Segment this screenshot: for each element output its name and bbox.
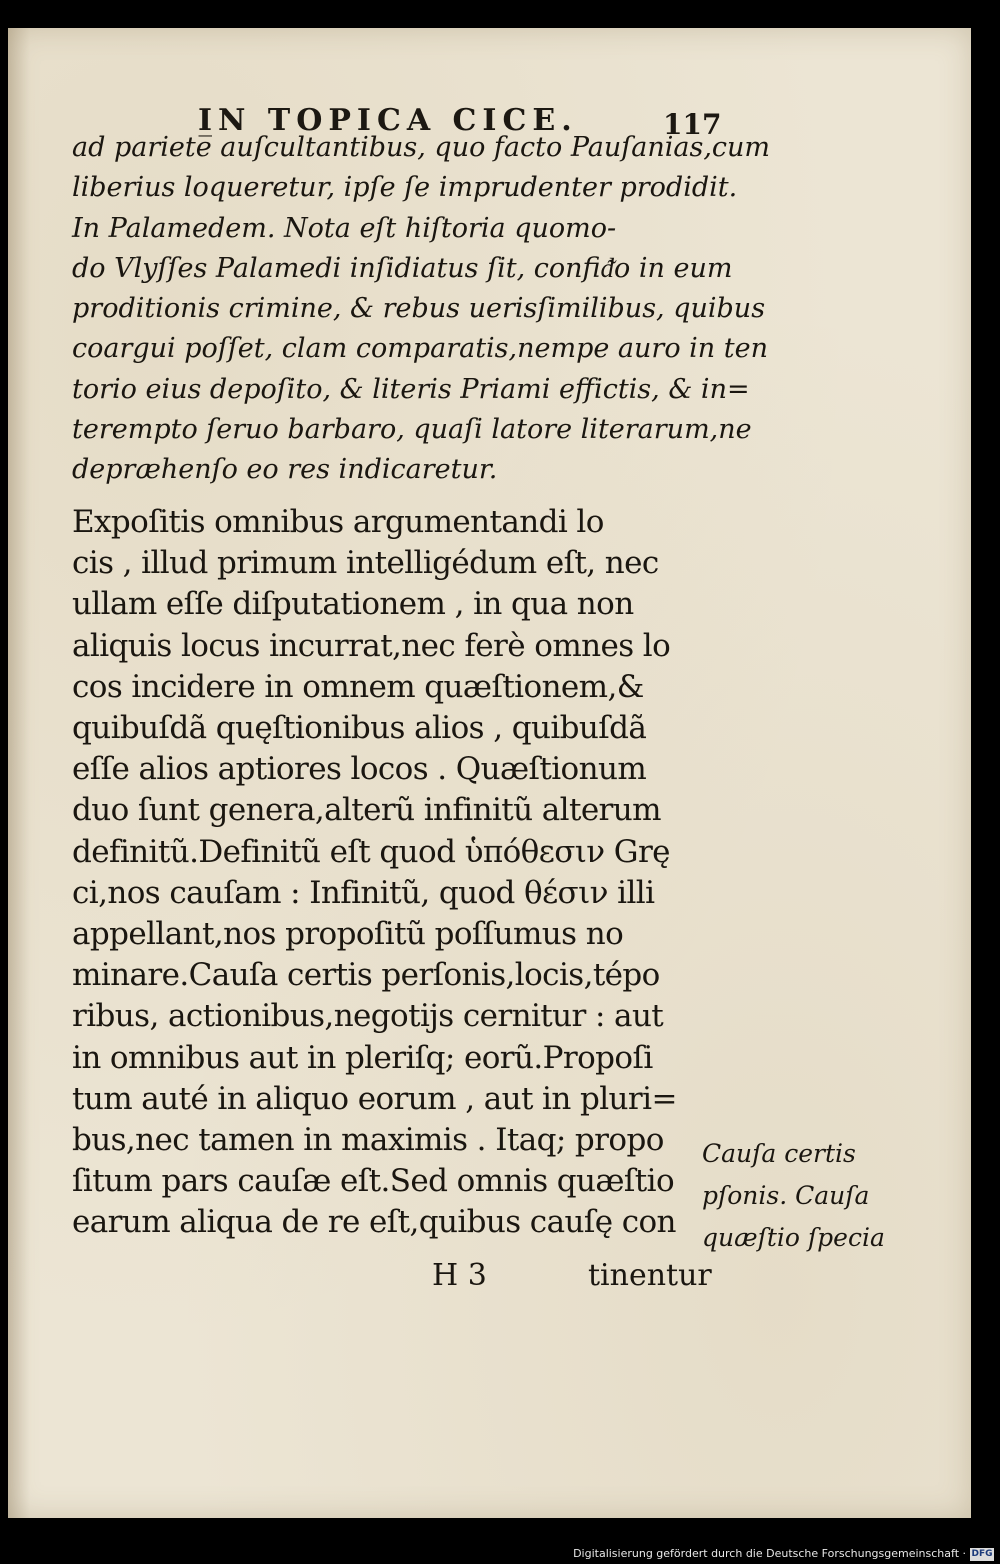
marginal-note <box>702 1133 885 1259</box>
italic-text-block <box>72 128 771 491</box>
text-line: ribus, actionibus,negotijs cernitur : aut <box>72 998 664 1035</box>
marginal-line: Cauſa certis <box>702 1139 856 1168</box>
marginal-line: quæſtio ſpecia <box>702 1223 885 1252</box>
text-line: cos incidere in omnem quæſtionem,& <box>72 668 644 705</box>
text-line: ſitum pars cauſæ eſt.Sed omnis quæſtio <box>72 1163 675 1200</box>
text-line: do Vlyſſes Palamedi inſidiatus ſit, confiᵭo in eum <box>72 252 733 284</box>
text-line: Expoſitis omnibus argumentandi lo <box>72 504 604 540</box>
text-line: duo ſunt genera,alterũ infinitũ alterum <box>72 792 661 829</box>
text-line: aliquis locus incurrat,nec ferè omnes lo <box>72 627 671 664</box>
signature-mark: H 3 <box>432 1258 487 1293</box>
text-line: coargui poſſet, clam comparatis,nempe auro in ten <box>72 333 768 365</box>
text-line: minare.Cauſa certis perſonis,locis,tépo <box>72 957 660 994</box>
funding-footer: Digitalisierung gefördert durch die Deutsche Forschungsgemeinschaft · <box>573 1547 966 1560</box>
page-number: 117 <box>663 108 722 141</box>
running-title: IN TOPICA CICE. <box>198 103 578 138</box>
text-line: tum auté in aliquo eorum , aut in pluri= <box>72 1080 677 1117</box>
text-line: definitũ.Definitũ eſt quod ὑπόθεσιν Grę <box>72 833 670 870</box>
text-line: ci,nos cauſam : Infinitũ, quod θέσιν illi <box>72 874 655 911</box>
text-line: earum aliqua de re eſt,quibus cauſę con <box>72 1204 676 1241</box>
text-line: appellant,nos propoſitũ poſſumus no <box>72 916 624 953</box>
dfg-logo: DFG <box>971 1549 993 1559</box>
marginal-line: pſonis. Cauſa <box>702 1181 870 1210</box>
text-line: quibuſdã quęſtionibus alios , quibuſdã <box>72 710 647 747</box>
text-line: liberius loqueretur, ipſe ſe imprudenter prodidit. <box>72 172 738 204</box>
text-line: terempto ſeruo barbaro, quaſi latore literarum,ne <box>72 414 752 446</box>
text-line: bus,nec tamen in maximis . Itaq; propo <box>72 1122 664 1159</box>
text-line: In Palamedem. Nota eſt hiſtoria quomo- <box>72 212 617 244</box>
text-line: cis , illud primum intelligédum eſt, nec <box>72 545 659 582</box>
text-line: in omnibus aut in pleriſq; eorũ.Propoſi <box>72 1039 653 1076</box>
text-line: depræhenſo eo res indicaretur. <box>72 454 498 486</box>
catchword: tinentur <box>588 1258 712 1293</box>
roman-text-block <box>72 502 712 1244</box>
text-line: torio eius depoſito, & literis Priami effictis, & in= <box>72 373 750 405</box>
text-line: eſſe alios aptiores locos . Quæſtionum <box>72 751 647 788</box>
text-line: proditionis crimine, & rebus uerisſimilibus, quibus <box>72 293 766 325</box>
text-line: ullam eſſe diſputationem , in qua non <box>72 586 634 623</box>
text-line: ad pariete̅ auſcultantibus, quo facto Pauſanias,cum <box>72 132 771 163</box>
